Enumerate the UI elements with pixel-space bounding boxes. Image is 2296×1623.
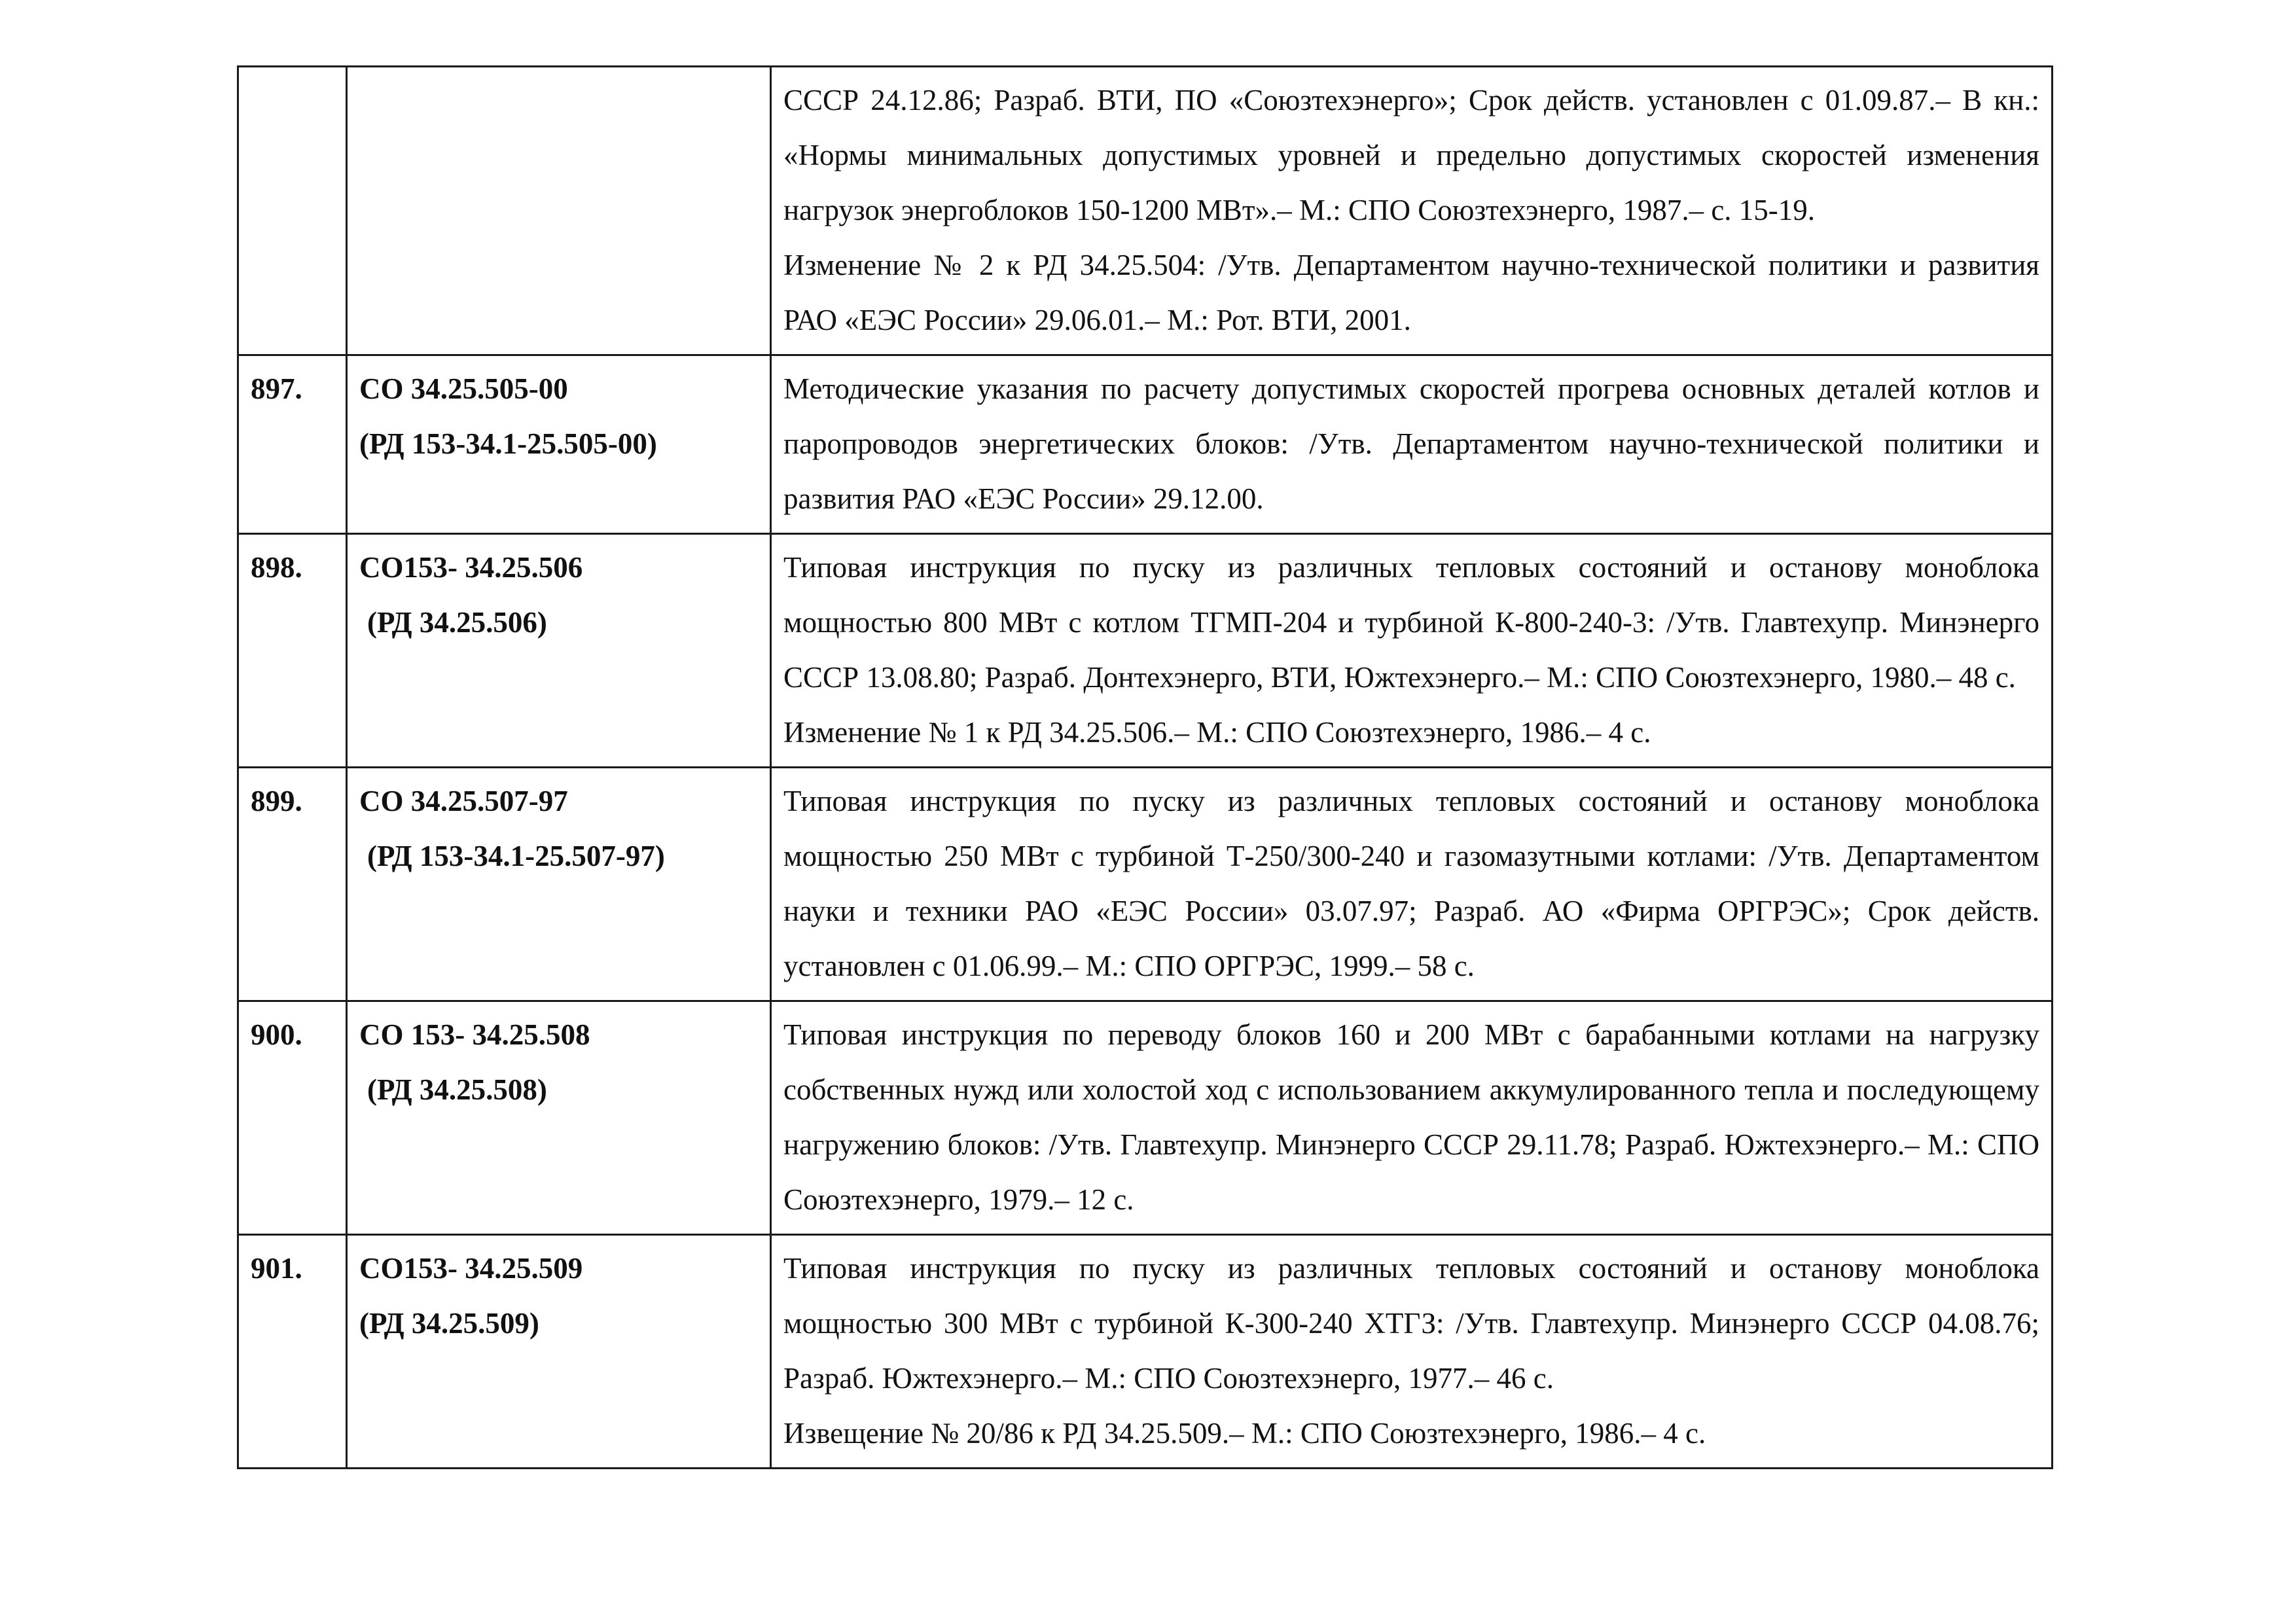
entry-description [771,768,2053,1001]
entry-description [771,1235,2053,1469]
table-row [238,355,2053,534]
entry-code-alt: (РД 153-34.1-25.505-00) [359,427,657,460]
description-paragraph: СССР 24.12.86; Разраб. ВТИ, ПО «Союзтехэнерго»; Срок действ. установлен с 01.09.87.– В кн.: «Нормы минимальных допустимых уровней и предельно допустимых скоростей изменения нагрузок энергоблоков 150-1200 МВт».– М.: СПО Союзтехэнерго, 1987.– с. 15-19. [783,84,2039,226]
entry-description [771,355,2053,534]
description-paragraph: Изменение № 2 к РД 34.25.504: /Утв. Департаментом научно-технической политики и развития РАО «ЕЭС России» 29.06.01.– М.: Рот. ВТИ, 2001. [783,249,2039,336]
entry-description [771,534,2053,768]
standards-registry-table [237,65,2053,1469]
entry-code-cell [347,534,771,768]
table-row [238,67,2053,355]
entry-code-cell [347,1235,771,1469]
entry-code-cell [347,1001,771,1235]
table-row [238,768,2053,1001]
entry-number: 897. [238,355,347,534]
table-row [238,1001,2053,1235]
description-paragraph: Типовая инструкция по пуску из различных тепловых состояний и останову моноблока мощностью 800 МВт с котлом ТГМП-204 и турбиной К-800-240-3: /Утв. Главтехупр. Минэнерго СССР 13.08.80; Разраб. Донтехэнерго, ВТИ, Южтехэнерго.– М.: СПО Союзтехэнерго, 1980.– 48 с. [783,551,2039,694]
description-paragraph: Изменение № 1 к РД 34.25.506.– М.: СПО Союзтехэнерго, 1986.– 4 с. [783,716,1651,749]
description-paragraph: Извещение № 20/86 к РД 34.25.509.– М.: СПО Союзтехэнерго, 1986.– 4 с. [783,1417,1706,1450]
description-paragraph: Типовая инструкция по переводу блоков 160 и 200 МВт с барабанными котлами на нагрузку собственных нужд или холостой ход с использованием аккумулированного тепла и последующему нагружению блоков: /Утв. Главтехупр. Минэнерго СССР 29.11.78; Разраб. Южтехэнерго.– М.: СПО Союзтехэнерго, 1979.– 12 с. [783,1018,2039,1216]
entry-code: СО153- 34.25.509 [359,1252,583,1285]
entry-number: 901. [238,1235,347,1469]
entry-code-cell [347,768,771,1001]
entry-number: 898. [238,534,347,768]
entry-code: СО 34.25.505-00 [359,372,568,405]
entry-code: СО 34.25.507-97 [359,785,568,817]
entry-description [771,67,2053,355]
entry-code-alt: (РД 153-34.1-25.507-97) [367,840,665,872]
entry-code: СО153- 34.25.506 [359,551,583,584]
description-paragraph: Типовая инструкция по пуску из различных тепловых состояний и останову моноблока мощностью 300 МВт с турбиной К-300-240 ХТГЗ: /Утв. Главтехупр. Минэнерго СССР 04.08.76; Разраб. Южтехэнерго.– М.: СПО Союзтехэнерго, 1977.– 46 с. [783,1252,2039,1395]
entry-description [771,1001,2053,1235]
entry-code-cell [347,355,771,534]
description-paragraph: Методические указания по расчету допустимых скоростей прогрева основных деталей котлов и паропроводов энергетических блоков: /Утв. Департаментом научно-технической политики и развития РАО «ЕЭС России» 29.12.00. [783,372,2039,515]
entry-number: 900. [238,1001,347,1235]
table-row [238,534,2053,768]
entry-code-cell [347,67,771,355]
entry-code-alt: (РД 34.25.509) [359,1307,539,1340]
description-paragraph: Типовая инструкция по пуску из различных тепловых состояний и останову моноблока мощностью 250 МВт с турбиной Т-250/300-240 и газомазутными котлами: /Утв. Департаментом науки и техники РАО «ЕЭС России» 03.07.97; Разраб. АО «Фирма ОРГРЭС»; Срок действ. установлен с 01.06.99.– М.: СПО ОРГРЭС, 1999.– 58 с. [783,785,2039,982]
entry-number: 899. [238,768,347,1001]
entry-code: СО 153- 34.25.508 [359,1018,590,1051]
entry-code-alt: (РД 34.25.506) [367,606,547,639]
entry-number [238,67,347,355]
entry-code-alt: (РД 34.25.508) [367,1073,547,1106]
table-row [238,1235,2053,1469]
